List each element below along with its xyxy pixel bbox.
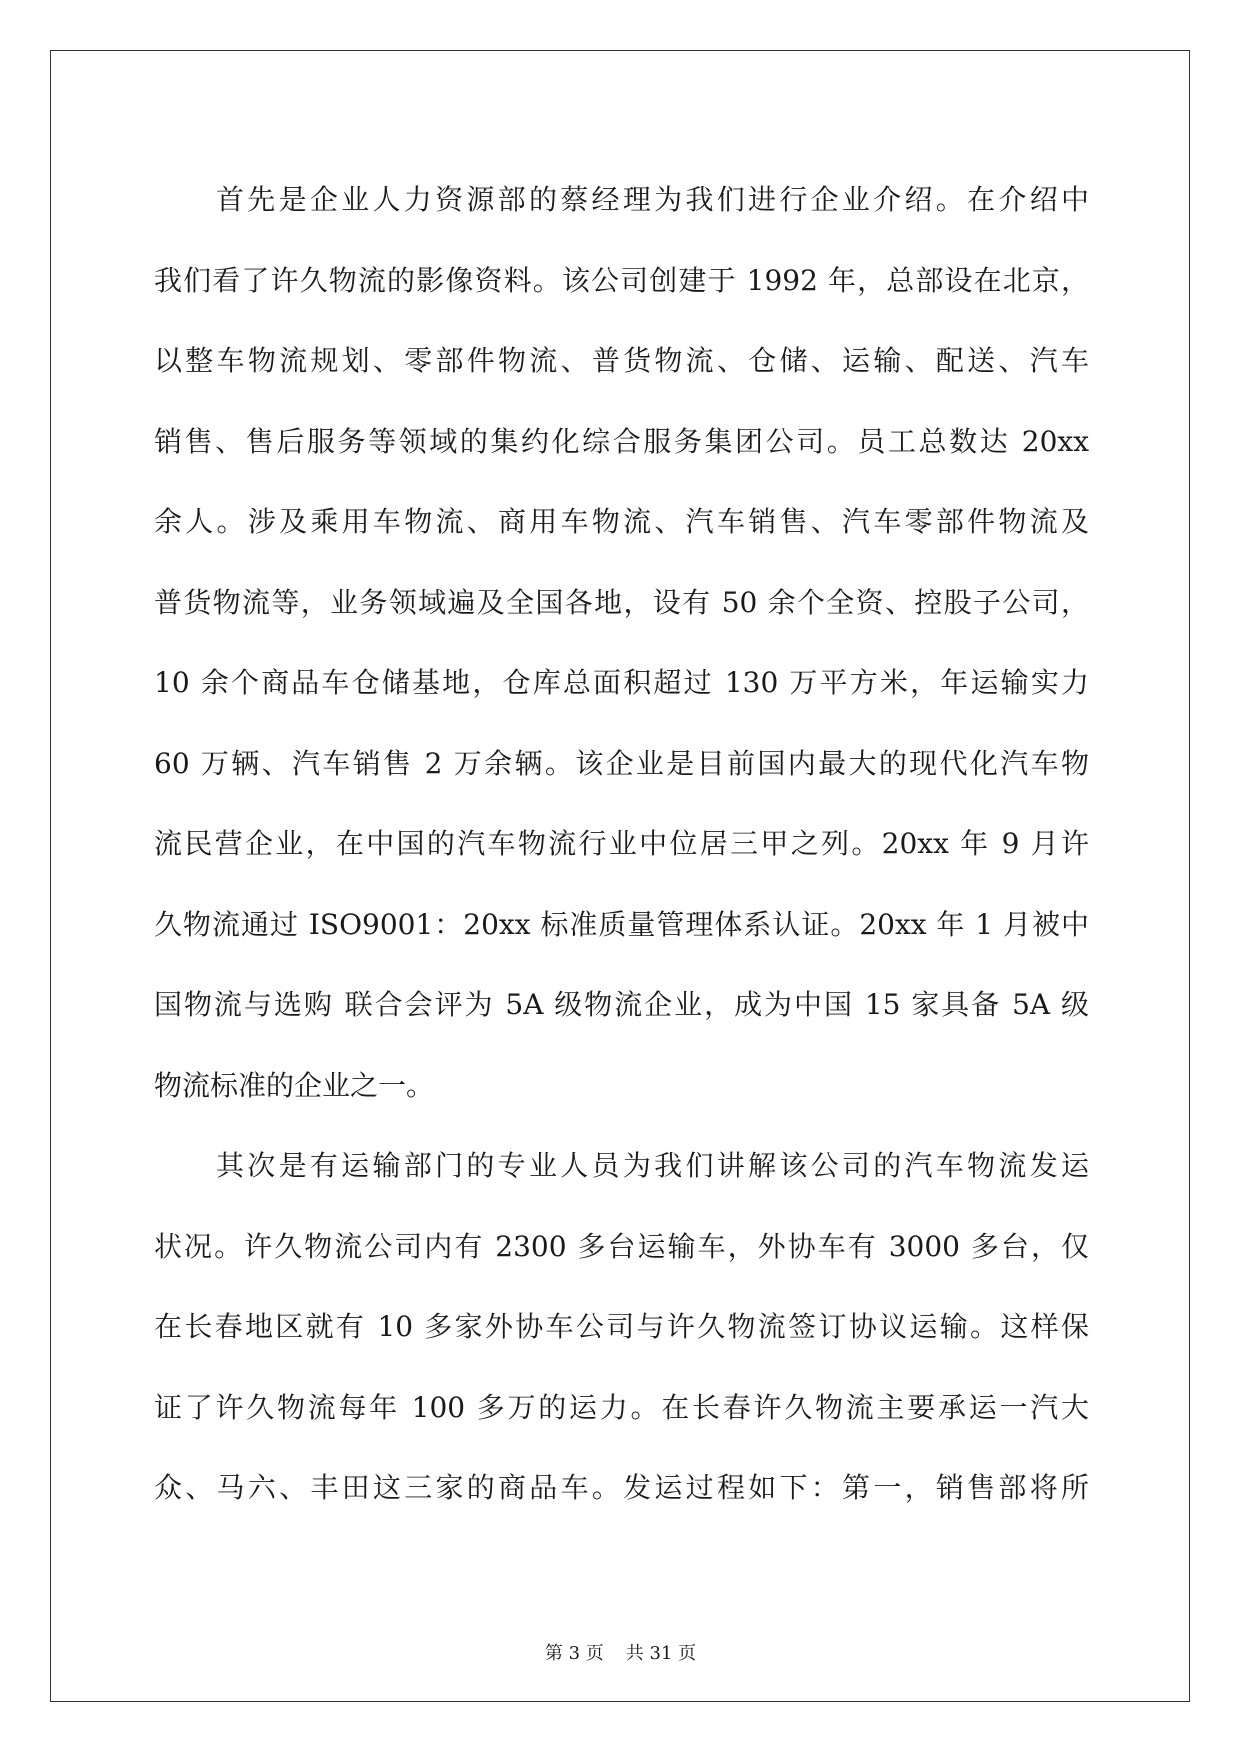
paragraph-line: 首先是企业人力资源部的蔡经理为我们进行企业介绍。在介绍中 <box>216 183 1089 216</box>
paragraph-line: 普货物流等，业务领域遍及全国各地，设有 50 余个全资、控股子公司， <box>154 585 1089 619</box>
page-footer <box>0 1639 1241 1665</box>
paragraph-line: 流民营企业，在中国的汽车物流行业中位居三甲之列。20xx 年 9 月许 <box>154 827 1089 860</box>
paragraph-line: 状况。许久物流公司内有 2300 多台运输车，外协车有 3000 多台，仅 <box>154 1229 1089 1263</box>
paragraph-line: 60 万辆、汽车销售 2 万余辆。该企业是目前国内最大的现代化汽车物 <box>154 746 1089 780</box>
paragraph-line: 证了许久物流每年 100 多万的运力。在长春许久物流主要承运一汽大 <box>154 1390 1089 1424</box>
paragraph-line: 物流标准的企业之一。 <box>154 1068 435 1102</box>
page-number: 第 3 页 <box>544 1643 604 1664</box>
paragraph-line: 我们看了许久物流的影像资料。该公司创建于 1992 年，总部设在北京， <box>154 263 1089 297</box>
paragraph-line: 销售、售后服务等领域的集约化综合服务集团公司。员工总数达 20xx <box>154 424 1089 458</box>
paragraph-line: 余人。涉及乘用车物流、商用车物流、汽车销售、汽车零部件物流及 <box>154 505 1089 538</box>
paragraph-line: 国物流与选购 联合会评为 5A 级物流企业，成为中国 15 家具备 5A 级 <box>154 988 1089 1021</box>
paragraph-line: 其次是有运输部门的专业人员为我们讲解该公司的汽车物流发运 <box>216 1149 1089 1182</box>
paragraph-line: 10 余个商品车仓储基地，仓库总面积超过 130 万平方米，年运输实力 <box>154 666 1089 699</box>
paragraph-line: 众、马六、丰田这三家的商品车。发运过程如下：第一，销售部将所 <box>154 1471 1089 1504</box>
paragraph-line: 在长春地区就有 10 多家外协车公司与许久物流签订协议运输。这样保 <box>154 1310 1089 1343</box>
page-total: 共 31 页 <box>625 1643 697 1664</box>
paragraph-line: 久物流通过 ISO9001：20xx 标准质量管理体系认证。20xx 年 1 月被中 <box>154 907 1089 941</box>
document-body <box>154 160 1089 1529</box>
paragraph-line: 以整车物流规划、零部件物流、普货物流、仓储、运输、配送、汽车 <box>154 344 1089 377</box>
